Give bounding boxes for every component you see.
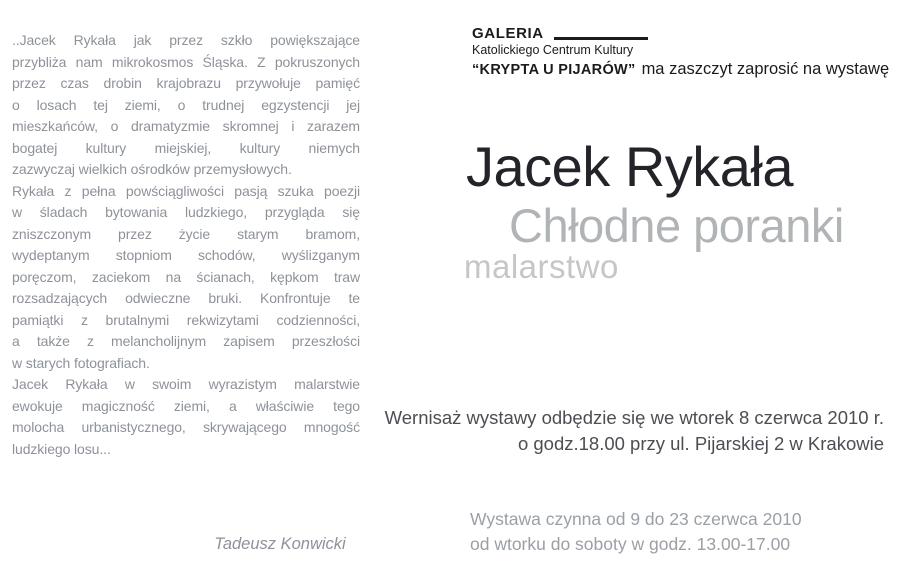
vernissage-line-2: o godz.18.00 przy ul. Pijarskiej 2 w Krakowie bbox=[517, 432, 884, 454]
essay-text-line: ludzkiego losu... bbox=[12, 440, 111, 457]
essay-text-line: Rykała z pełna powściągliwości pasją szuka poezji bbox=[12, 182, 360, 199]
gallery-name-row bbox=[472, 26, 889, 42]
gallery-header bbox=[472, 26, 889, 79]
essay-text-line: o losach tej ziemi, o trudnej egzystencji jej bbox=[12, 96, 360, 113]
essay-text-line: ewokuje magiczność ziemi, a właściwie tego bbox=[12, 397, 360, 414]
exhibition-medium: malarstwo bbox=[464, 248, 619, 285]
essay-text bbox=[12, 30, 360, 460]
vernissage-line-1: Wernisaż wystawy odbędzie się we wtorek 8 czerwca 2010 r. bbox=[384, 407, 884, 428]
essay-text-line: rozsadzających odwieczne bruki. Konfrontuje te bbox=[12, 290, 360, 306]
invitation-text: ma zaszczyt zaprosić na wystawę bbox=[641, 60, 890, 78]
essay-text-line: mieszkańców, o dramatyzmie skromnej i zarazem bbox=[12, 118, 360, 134]
hours-line-1: Wystawa czynna od 9 do 23 czerwca 2010 bbox=[470, 509, 802, 529]
essay-text-line: w śladach bytowania ludzkiego, przygląda się bbox=[12, 204, 360, 220]
essay-text-line: molocha urbanistycznego, skrywającego mnogość bbox=[12, 419, 360, 435]
essay-text-line: ..Jacek Rykała jak przez szkło powiększające bbox=[12, 32, 360, 48]
essay-text-line: wydeptanym stopniom schodów, wyślizganym bbox=[12, 247, 360, 263]
gallery-subtitle: Katolickiego Centrum Kultury bbox=[472, 43, 634, 57]
exhibition-title: Chłodne poranki bbox=[509, 199, 844, 252]
vernissage-info bbox=[385, 405, 884, 456]
gallery-venue-name: “KRYPTA U PIJARÓW” bbox=[472, 62, 636, 78]
hours-line-2: od wtorku do soboty w godz. 13.00-17.00 bbox=[470, 533, 791, 554]
essay-signature: Tadeusz Konwicki bbox=[214, 535, 346, 553]
opening-hours-info bbox=[470, 507, 802, 556]
essay-text-line: przez czas drobin krajobrazu przywołuje pamięć bbox=[12, 75, 360, 91]
artist-name-title: Jacek Rykała bbox=[466, 135, 794, 198]
essay-text-line: poręczom, zaciekom na ścianach, kępkom traw bbox=[12, 268, 360, 285]
essay-text-line: przybliża nam mikrokosmos Śląska. Z pokruszonych bbox=[12, 53, 360, 70]
essay-text-line: Jacek Rykała w swoim wyrazistym malarstwie bbox=[12, 376, 360, 392]
essay-text-line: w starych fotografiach. bbox=[12, 354, 150, 371]
header-rule-line bbox=[554, 37, 648, 40]
essay-text-line: a także z melancholijnym zapisem przeszłości bbox=[12, 333, 360, 349]
gallery-invitation-row bbox=[472, 60, 889, 79]
essay-text-line: zniszczonym przez życie starym bramom, bbox=[12, 225, 360, 242]
essay-text-line: bogatej kultury miejskiej, kultury niemych bbox=[12, 139, 360, 156]
gallery-name: GALERIA bbox=[472, 25, 544, 42]
essay-text-line: pamiątki z brutalnymi rekwizytami codzienności, bbox=[12, 311, 360, 328]
essay-text-line: zazwyczaj wielkich ośrodków przemysłowych. bbox=[12, 161, 292, 177]
